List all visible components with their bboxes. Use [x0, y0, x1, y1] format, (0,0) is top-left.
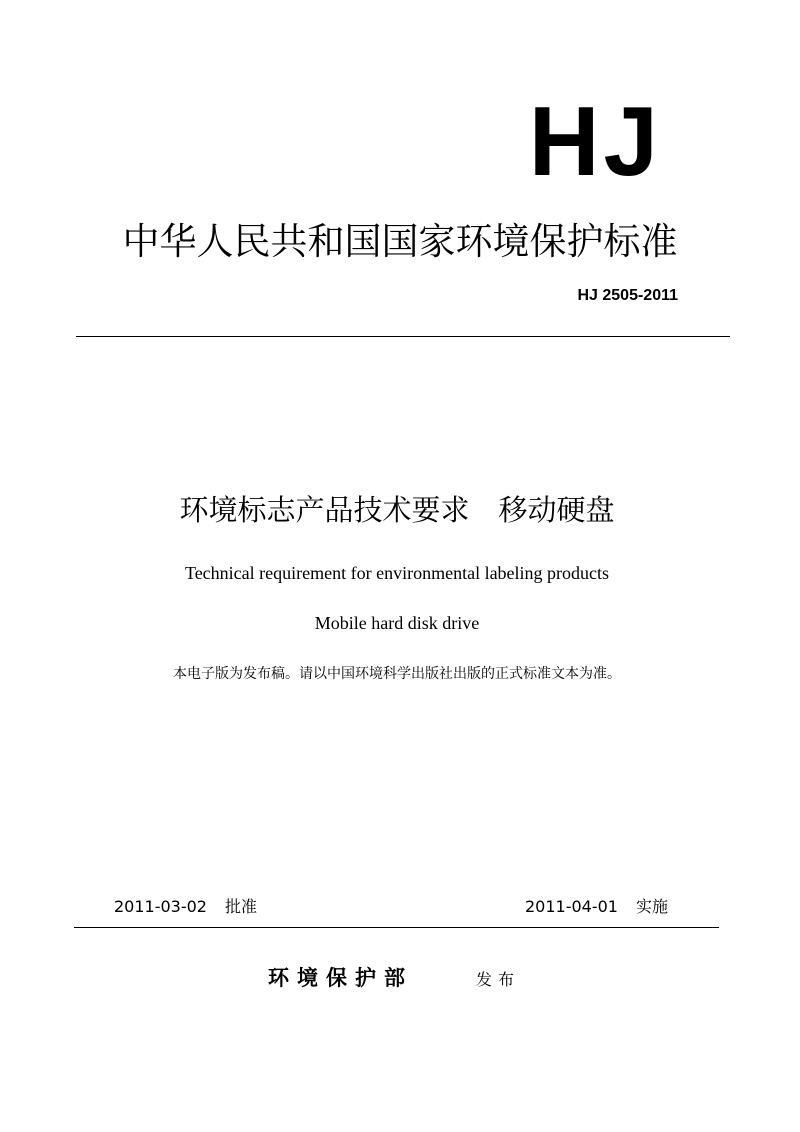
bottom-divider	[74, 927, 719, 928]
top-divider	[76, 336, 730, 337]
document-title-english-line2: Mobile hard disk drive	[314, 613, 480, 633]
standard-type-heading: 中华人民共和国国家环境保护标准	[122, 220, 678, 263]
document-title-chinese: 环境标志产品技术要求 移动硬盘	[179, 493, 615, 527]
document-title-english-line1: Technical requirement for environmental labeling products	[184, 563, 610, 583]
effective-label: 实施	[635, 897, 668, 916]
effective-date-block	[525, 896, 668, 918]
approval-date: 2011-03-02	[114, 897, 207, 916]
standard-number: HJ 2505-2011	[577, 287, 678, 304]
edition-note: 本电子版为发布稿。请以中国环境科学出版社出版的正式标准文本为准。	[173, 666, 621, 682]
publish-label: 发布	[476, 970, 521, 989]
publisher-name: 环境保护部	[268, 966, 413, 990]
hj-logo: HJ	[528, 86, 662, 196]
approval-label: 批准	[224, 897, 257, 916]
effective-date: 2011-04-01	[525, 897, 618, 916]
approval-date-block	[114, 896, 257, 918]
